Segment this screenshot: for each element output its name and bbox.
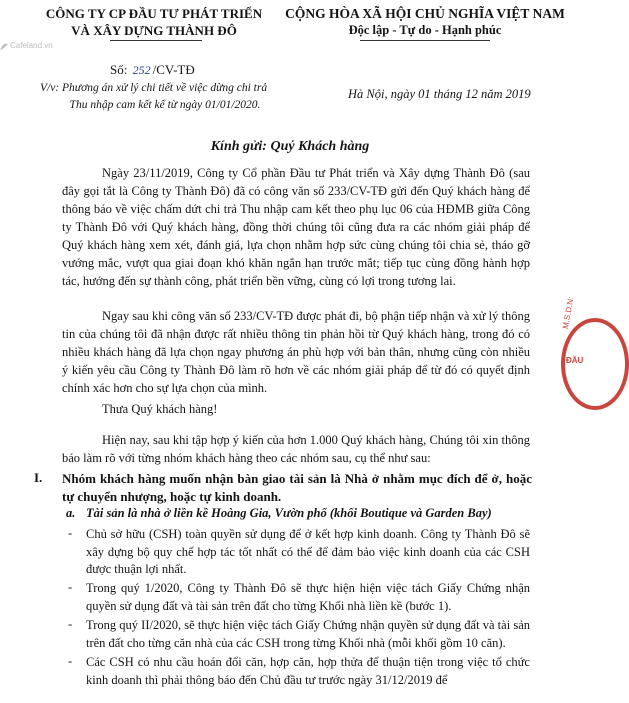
nation-title: CỘNG HÒA XÃ HỘI CHỦ NGHĨA VIỆT NAM [285,6,565,21]
paragraph-4: Hiện nay, sau khi tập hợp ý kiến của hơn 1.000 Quý khách hàng, Chúng tôi xin thông báo làm rõ với từng nhóm khách hàng theo các nhóm sau, cụ thể như sau: [62,433,530,465]
subsection-a-marker: a. [66,506,76,520]
greeting: Kính gửi: Quý Khách hàng [210,139,370,154]
bullet-marker: - [68,580,73,594]
subsection-a-title: Tài sản là nhà ở liền kề Hoàng Gia, Vườn phố (khối Boutique và Garden Bay) [86,506,492,520]
watermark-text: Cafeland.vn [10,41,53,50]
doc-number-label: Số: [110,62,128,77]
subject-line1: V/v: Phương án xử lý chi tiết về việc dừng chi trả [40,82,268,94]
doc-number-handwritten: 252 [132,63,151,77]
bullet-1: Chủ sở hữu (CSH) toàn quyền sử dụng để ở kết hợp kinh doanh. Công ty Thành Đô sẽ xây dựng bộ quy chế hợp tác tốt nhất có thể để đảm bảo việc kinh doanh của các CSH được thuận lợi nhất. [86,527,530,576]
section-number: I. [34,470,43,485]
paragraph-3: Thưa Quý khách hàng! [102,402,218,416]
seal-text-top: M.S.D.N: [561,296,576,330]
motto-underline [360,40,490,41]
bullet-marker: - [68,526,73,540]
doc-number-suffix: /CV-TĐ [152,62,195,77]
place-date: Hà Nội, ngày 01 tháng 12 năm 2019 [348,87,531,101]
company-seal [561,296,629,410]
section-title: Nhóm khách hàng muốn nhận bàn giao tài sản là Nhà ở nhằm mục đích để ở, hoặc tự chuyển nhượng, hoặc tự kinh doanh. [62,471,532,504]
bullet-2: Trong quý 1/2020, Công ty Thành Đô sẽ thực hiện hiện việc tách Giấy Chứng nhận quyền sử dụng đất và tài sản trên đất cho từng Khối nhà liền kề (bước 1). [86,581,530,613]
doc-number [110,62,195,78]
paragraph-2: Ngay sau khi công văn số 233/CV-TĐ được phát đi, bộ phận tiếp nhận và xử lý thông tin của chúng tôi đã nhận được rất nhiều thông tin phản hồi từ Quý khách hàng, trong đó có nhiều khách hàng đã lựa chọn ngay phương án phù hợp với bản thân, nhưng cũng còn nhiều ý kiến yêu cầu Công ty Thành Đô làm rõ hơn về các nhóm giải pháp để từ đó có quyết định chính xác hơn cho sự lựa chọn của mình. [62,309,530,395]
bullet-marker: - [68,617,73,631]
company-underline [110,40,202,41]
paragraph-1: Ngày 23/11/2019, Công ty Cổ phần Đầu tư Phát triển và Xây dựng Thành Đô (sau đây gọi tắt là Công ty Thành Đô) đã có công văn số 233/CV-TĐ gửi đến Quý khách hàng để thông báo về việc chấm dứt chi trả Thu nhập cam kết theo phụ lục 06 của HĐMB giữa Công ty Thành Đô với Quý khách hàng, đồng thời chúng tôi cũng đưa ra các nhóm giải pháp để Quý khách hàng xem xét, đánh giá, lựa chọn nhằm hợp sức cùng chúng tôi chia sẻ, tháo gỡ vướng mắc, vượt qua giai đoạn khó khăn ngắn hạn trước mắt; tiếp tục cùng đồng hành hợp tác, hướng đến sự thành công, phát triển bền vững, cùng có lợi trong tương lai. [62,166,530,288]
bullet-marker: - [68,654,73,668]
seal-text-mid: ĐẦU [566,356,584,365]
bullet-3: Trong quý II/2020, sẽ thực hiện việc tách Giấy Chứng nhận quyền sử dụng đất và tài sản trên đất cho từng căn nhà của các CSH trong từng Khối nhà (mỗi khối gồm 10 căn). [86,618,530,650]
company-name-line1: CÔNG TY CP ĐẦU TƯ PHÁT TRIỂN [45,6,263,21]
subject-line2: Thu nhập cam kết kể từ ngày 01/01/2020. [69,99,261,111]
watermark-logo [0,40,58,54]
nation-motto: Độc lập - Tự do - Hạnh phúc [348,23,502,37]
company-name-line2: VÀ XÂY DỰNG THÀNH ĐÔ [71,23,237,38]
bullet-4: Các CSH có nhu cầu hoán đổi căn, hợp căn, hợp thửa để thuận tiện trong việc tổ chức kinh doanh thì phải thông báo đến Chủ đầu tư trước ngày 31/12/2019 để [86,655,530,687]
